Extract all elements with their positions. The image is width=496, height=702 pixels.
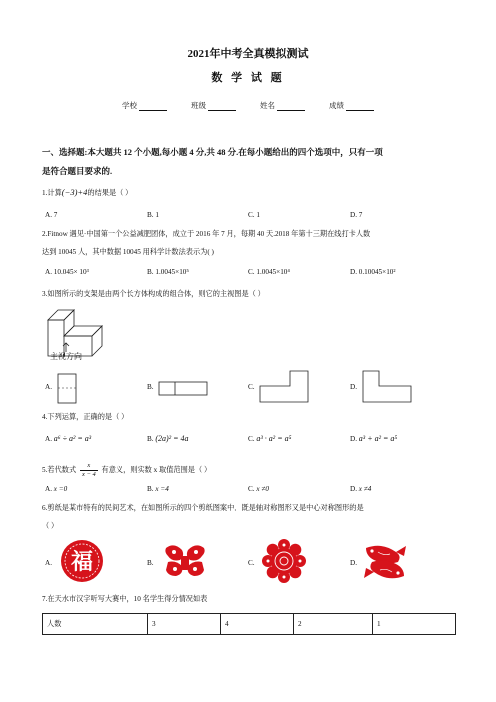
arrow-up-icon <box>60 342 72 352</box>
question-6-line2: （ ） <box>42 522 59 530</box>
q5-option-d: D. x ≠4 <box>350 485 372 493</box>
q1-option-a: A. 7 <box>45 211 58 219</box>
question-7: 7.在天水市汉字听写大赛中，10 名学生得分情况如表 <box>42 595 208 603</box>
q3-option-d-figure <box>362 370 414 404</box>
field-school: 学校 <box>122 100 167 111</box>
question-2-line1: 2.Fitnow 遇见·中国第一个公益减肥团体，成立于 2016 年 7 月，每期 40 天.2018 年第十三期在线打卡人数 <box>42 230 371 238</box>
q6-option-d: D. <box>350 559 357 567</box>
q3-option-b-figure <box>158 381 210 397</box>
q3-option-a-figure <box>57 373 79 405</box>
page-subtitle: 数 学 试 题 <box>211 72 285 84</box>
q2-option-a: A. 10.045× 10³ <box>45 268 89 276</box>
q4-option-c: C. a³ · a² = a⁵ <box>248 434 292 443</box>
q6-papercut-pattern-b-image <box>160 542 210 580</box>
section-heading-line2: 是符合题目要求的. <box>42 166 113 176</box>
q5-option-a: A. x =0 <box>45 485 68 493</box>
table-cell: 4 <box>221 614 294 635</box>
q6-option-b: B. <box>147 559 154 567</box>
q4-option-b: B. (2a)² = 4a <box>147 434 189 443</box>
question-6-line1: 6.剪纸是某市特有的民间艺术，在如图所示的四个剪纸图案中．既是轴对称图形又是中心对称图形的是 <box>42 504 364 512</box>
q3-view-direction-label: 主视方向 <box>50 352 82 361</box>
q6-papercut-flower-image <box>262 539 306 583</box>
svg-text:福: 福 <box>70 550 94 575</box>
question-5: 5.若代数式 $\frac{x}{x - 4}$ 有意义，则实数 x 取值范围是（ ） <box>42 462 212 478</box>
table-cell: 1 <box>373 614 456 635</box>
q6-papercut-fu-image <box>60 539 104 583</box>
field-score: 成绩 <box>329 100 374 111</box>
q2-option-b: B. 1.0045×10⁵ <box>147 268 189 276</box>
field-name: 姓名 <box>260 100 305 111</box>
q5-option-b: B. x =4 <box>147 485 169 493</box>
q2-option-c: C. 1.0045×10⁴ <box>248 268 290 276</box>
q2-option-d: D. 0.10045×10² <box>350 268 396 276</box>
q1-expression: (−3)+4 <box>61 187 88 197</box>
table-row <box>43 614 456 635</box>
student-info-fields <box>0 100 496 111</box>
q5-fraction: $\frac{x}{x - 4}$ <box>81 462 96 478</box>
q6-papercut-fish-image <box>362 540 408 584</box>
q1-option-d: D. 7 <box>350 211 363 219</box>
question-3: 3.如图所示的支架是由两个长方体构成的组合体，则它的主视图是（ ） <box>42 290 265 298</box>
q7-score-table <box>42 613 456 635</box>
table-cell: 2 <box>294 614 373 635</box>
table-cell: 人数 <box>43 614 148 635</box>
q5-option-c: C. x ≠0 <box>248 485 269 493</box>
q4-option-d: D. a³ + a² = a⁵ <box>350 434 398 443</box>
section-heading-line1: 一、选择题:本大题共 12 个小题,每小题 4 分,共 48 分.在每小题给出的四个选项中，只有一项 <box>42 147 383 157</box>
q4-option-a: A. a⁶ ÷ a² = a³ <box>45 434 92 443</box>
question-4: 4.下列运算，正确的是（ ） <box>42 413 129 421</box>
q3-option-b: B. <box>147 383 154 391</box>
field-class: 班级 <box>191 100 236 111</box>
q6-option-a: A. <box>45 559 52 567</box>
table-cell: 3 <box>148 614 221 635</box>
q6-option-c: C. <box>248 559 255 567</box>
q3-option-a: A. <box>45 383 52 391</box>
question-2-line2: 达到 10045 人，其中数据 10045 用科学计数法表示为( ) <box>42 248 214 256</box>
page-title: 2021年中考全真模拟测试 <box>187 48 309 60</box>
q3-option-c-figure <box>259 370 311 404</box>
question-1: 1.计算(−3)+4的结果是（ ） <box>42 187 133 197</box>
q3-option-d: D. <box>350 383 357 391</box>
q3-option-c: C. <box>248 383 255 391</box>
q1-option-c: C. 1 <box>248 211 260 219</box>
q1-option-b: B. 1 <box>147 211 159 219</box>
